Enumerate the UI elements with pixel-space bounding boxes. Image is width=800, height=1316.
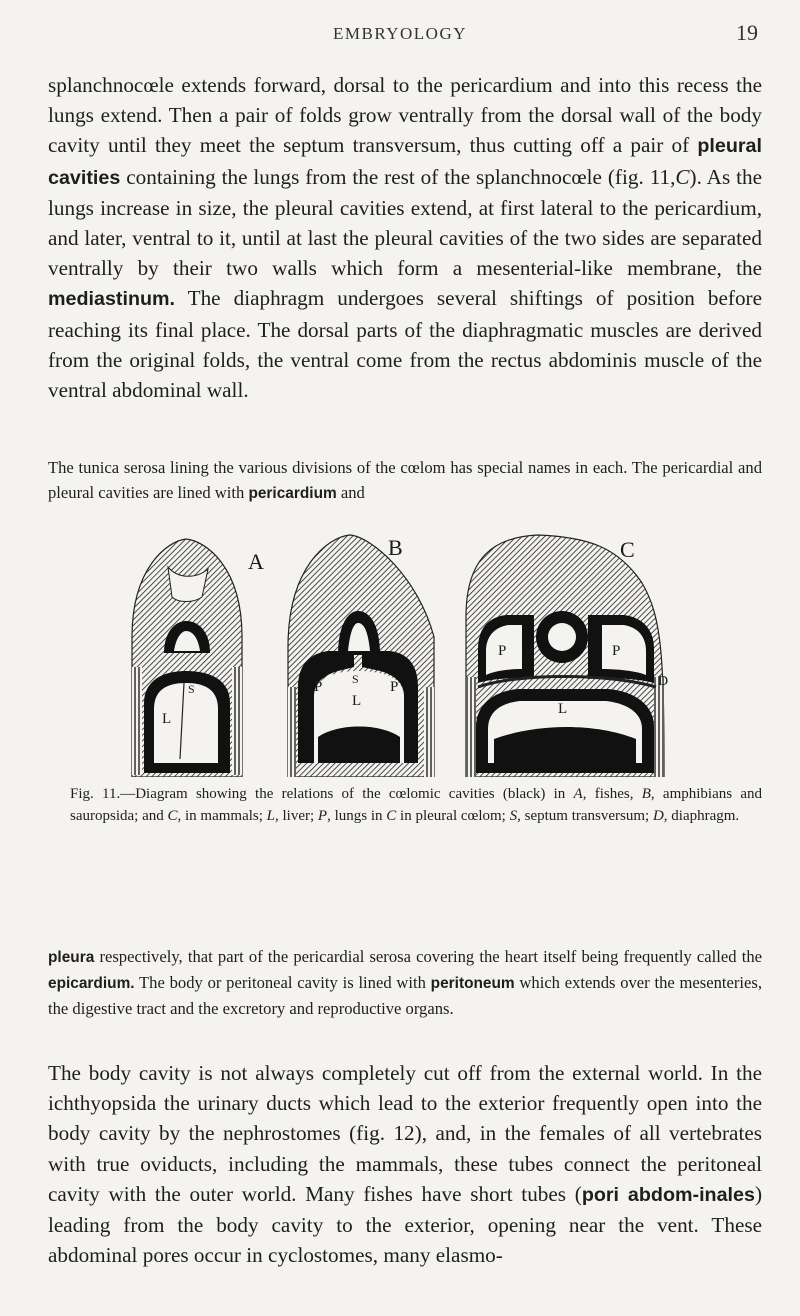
figure-label-b-l: L: [352, 693, 362, 709]
page-header: [0, 8, 800, 48]
figure-label-a: A: [248, 549, 264, 574]
text: ). As the lungs increase in size, the pleural cavities extend, at first lateral to the pericardium, and later, ventral to it, until at last the pleural cavities of the two sides are separated ventrally by their two walls which form a mesenterial-like membrane, the: [48, 164, 762, 281]
text: which extends over the mesenteries, the digestive tract and the excretory and reproductive organs.: [48, 973, 762, 1018]
term-epicardium: epicardium.: [48, 975, 135, 992]
figure-label-c: C: [620, 537, 635, 562]
text-italic: B: [641, 786, 651, 802]
figure-coelomic-cavities: [118, 527, 682, 777]
text: , amphibians and sauropsida; and: [70, 786, 763, 824]
text-italic: D: [652, 808, 664, 824]
figure-panel-b: [288, 535, 434, 777]
paragraph-4: [48, 1058, 762, 1270]
text: , fishes,: [582, 786, 642, 802]
text: respectively, that part of the pericardial serosa covering the heart itself being frequently called the: [94, 947, 762, 966]
text: splanchnocœle extends forward, dorsal to the pericardium and into this recess the lungs extend. Then a pair of folds grow ventrally from the dorsal wall of the body cavity until they meet the septum transversum, thus cutting off a pair of: [48, 73, 762, 158]
running-title: EMBRYOLOGY: [332, 24, 467, 43]
text: , diaphragm.: [663, 808, 740, 824]
text: ) leading from the body cavity to the exterior, opening near the vent. These abdominal pores occur in cyclostomes, many elasmo-: [48, 1181, 762, 1268]
paragraph-1: [48, 70, 762, 405]
figure-label-b-p-right: P: [390, 679, 399, 695]
text: Fig. 11.—Diagram showing the relations of the cœlomic cavities (black) in: [70, 786, 574, 802]
figure-label-b: B: [388, 535, 403, 560]
text-italic: L: [266, 808, 276, 824]
text: , septum transversum;: [517, 808, 653, 824]
term-pericardium: pericardium: [248, 485, 337, 502]
term-peritoneum: peritoneum: [430, 975, 515, 992]
figure-label-c-p-left: P: [498, 643, 507, 659]
text-italic: C: [386, 808, 397, 824]
text-italic: C: [675, 164, 690, 189]
term-pleural-cavities: pleural cavities: [48, 135, 762, 189]
figure-label-c-p-right: P: [612, 643, 621, 659]
text: The body cavity is not always completely cut off from the external world. In the ichthyopsida the urinary ducts which lead to the exterior frequently open into the body cavity by the nephrostomes (fig. 12), and, in the females of all vertebrates with true oviducts, including the mammals, these tubes connect the peritoneal cavity with the outer world. Many fishes have short tubes (: [48, 1061, 762, 1206]
figure-label-a-l: L: [162, 711, 172, 727]
figure-caption: [70, 783, 762, 827]
text: , liver;: [275, 808, 318, 824]
figure-label-c-l: L: [558, 701, 568, 717]
figure-label-b-s: S: [352, 672, 359, 686]
paragraph-3: [48, 944, 762, 1021]
text-italic: S: [509, 808, 518, 824]
text-italic: P: [317, 808, 328, 824]
figure-panel-a: [132, 539, 264, 777]
text: containing the lungs from the rest of the splanchnocœle (fig. 11,: [120, 164, 676, 189]
text-italic: C: [167, 808, 178, 824]
text: The tunica serosa lining the various divisions of the cœlom has special names in each. The pericardial and pleural cavities are lined with: [48, 458, 762, 502]
paragraph-2: [48, 455, 762, 506]
figure-label-c-d: D: [658, 674, 669, 689]
text: and: [336, 483, 365, 502]
figure-label-b-p-left: P: [314, 679, 323, 695]
text-italic: A: [573, 786, 583, 802]
figure-panel-c: [466, 535, 668, 777]
text: The diaphragm undergoes several shiftings of position before reaching its final place. The dorsal parts of the diaphragmatic muscles are derived from the original folds, the ventral come from the rectus abdominis muscle of the ventral abdominal wall.: [48, 286, 762, 403]
term-pleura: pleura: [48, 949, 95, 966]
text: , lungs in: [327, 808, 387, 824]
term-pori-abdominales: pori abdom-inales: [581, 1183, 755, 1206]
figure-label-c-s: S: [526, 646, 533, 660]
text: The body or peritoneal cavity is lined with: [134, 973, 431, 992]
term-mediastinum: mediastinum.: [48, 288, 176, 311]
figure-label-a-s: S: [188, 682, 195, 696]
text: in pleural cœlom;: [396, 808, 510, 824]
text: , in mammals;: [177, 808, 267, 824]
page-number: 19: [736, 20, 758, 45]
